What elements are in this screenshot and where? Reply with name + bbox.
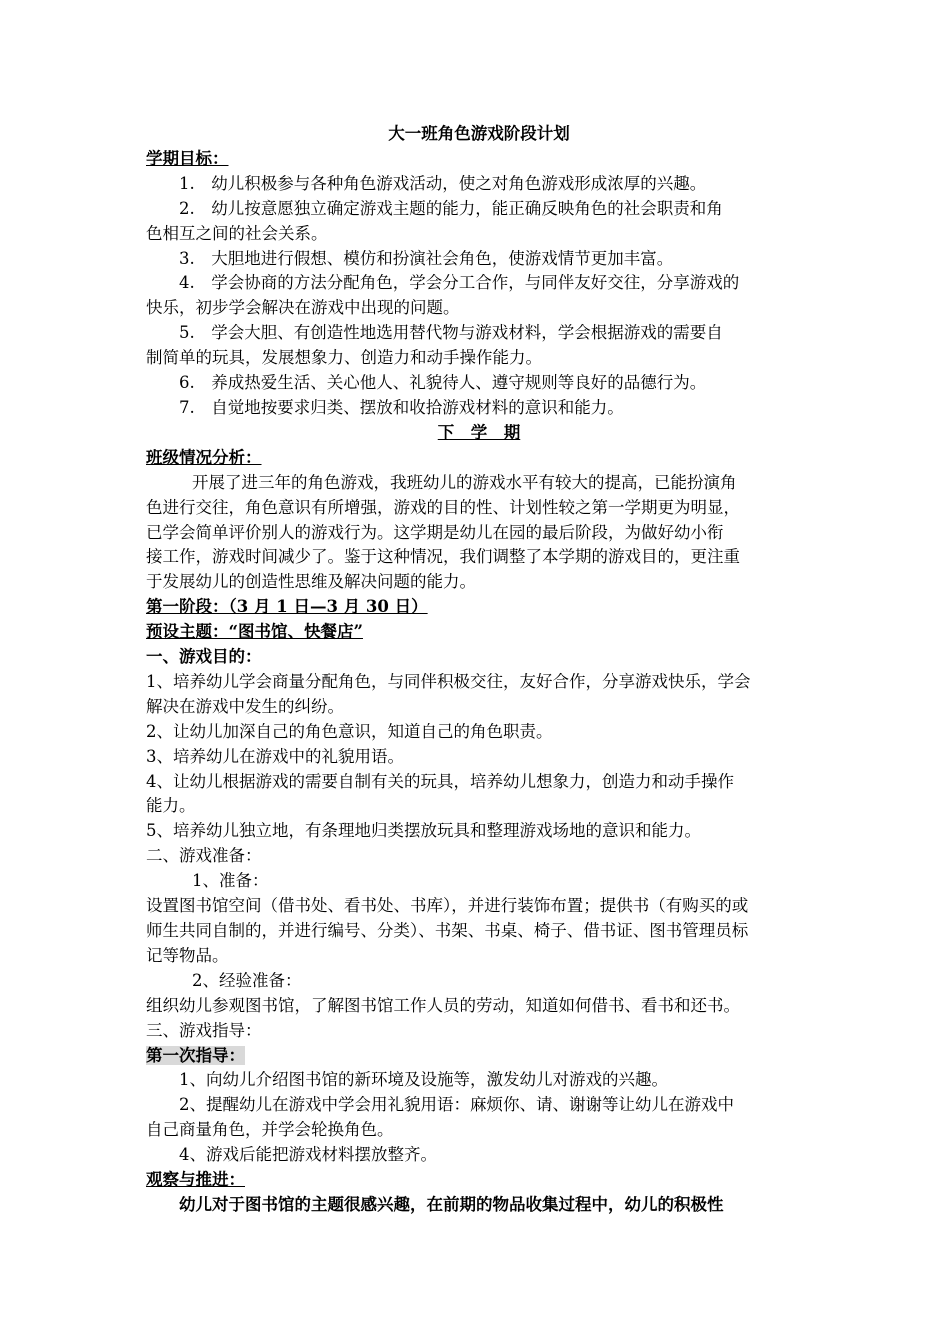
document-page <box>146 122 812 1218</box>
observe-heading: 观察与推进： <box>146 1170 245 1190</box>
class-analysis-line: 已学会简单评价别人的游戏行为。这学期是幼儿在园的最后阶段，为做好幼小衔 <box>146 522 724 542</box>
term-goal-line: 3. 大胆地进行假想、模仿和扮演社会角色，使游戏情节更加丰富。 <box>179 248 674 268</box>
observe-line: 幼儿对于图书馆的主题很感兴趣，在前期的物品收集过程中，幼儿的积极性 <box>179 1194 724 1214</box>
prep2-heading: 2、经验准备： <box>192 970 302 990</box>
stage-heading: 第一阶段：（3 月 1 日—3 月 30 日） <box>146 597 428 617</box>
first-guide-line: 1、向幼儿介绍图书馆的新环境及设施等，激发幼儿对游戏的兴趣。 <box>179 1070 668 1090</box>
class-analysis-line: 于发展幼儿的创造性思维及解决问题的能力。 <box>146 572 476 592</box>
prep-heading: 二、游戏准备： <box>146 846 262 866</box>
first-guide-line: 自己商量角色，并学会轮换角色。 <box>146 1120 394 1140</box>
class-analysis-line: 接工作，游戏时间减少了。鉴于这种情况，我们调整了本学期的游戏目的，更注重 <box>146 547 740 567</box>
prep1-line: 设置图书馆空间（借书处、看书处、书库），并进行装饰布置；提供书（有购买的或 <box>146 896 749 916</box>
prep2-line: 组织幼儿参观图书馆，了解图书馆工作人员的劳动，知道如何借书、看书和还书。 <box>146 995 740 1015</box>
prep1-line: 记等物品。 <box>146 945 229 965</box>
class-analysis-line: 色进行交往，角色意识有所增强，游戏的目的性、计划性较之第一学期更为明显， <box>146 497 740 517</box>
term-goal-line: 5. 学会大胆、有创造性地选用替代物与游戏材料，学会根据游戏的需要自 <box>179 323 723 343</box>
term-goal-line: 2. 幼儿按意愿独立确定游戏主题的能力，能正确反映角色的社会职责和角 <box>179 198 723 218</box>
term-goal-line: 4. 学会协商的方法分配角色，学会分工合作，与同伴友好交往，分享游戏的 <box>179 273 740 293</box>
first-guide-heading <box>146 1044 812 1069</box>
preset-theme-heading: 预设主题：“图书馆、快餐店” <box>146 622 363 642</box>
term-goal-line: 快乐，初步学会解决在游戏中出现的问题。 <box>146 298 460 318</box>
semester-heading: 下 学 期 <box>437 422 521 442</box>
guide-heading: 三、游戏指导： <box>146 1020 262 1040</box>
game-goal-line: 2、让幼儿加深自己的角色意识，知道自己的角色职责。 <box>146 721 553 741</box>
game-goal-line: 1、培养幼儿学会商量分配角色，与同伴积极交往，友好合作，分享游戏快乐，学会 <box>146 671 751 691</box>
first-guide-heading-text: 第一次指导： <box>146 1045 245 1065</box>
game-goal-line: 能力。 <box>146 796 196 816</box>
term-goal-line: 7. 自觉地按要求归类、摆放和收拾游戏材料的意识和能力。 <box>179 397 624 417</box>
prep1-line: 师生共同自制的，并进行编号、分类）、书架、书桌、椅子、借书证、图书管理员标 <box>146 921 749 940</box>
game-goal-line: 解决在游戏中发生的纠纷。 <box>146 696 344 716</box>
game-goal-heading: 一、游戏目的： <box>146 647 262 667</box>
class-analysis-line: 开展了进三年的角色游戏，我班幼儿的游戏水平有较大的提高，已能扮演角 <box>192 472 737 492</box>
term-goal-heading: 学期目标： <box>146 148 229 168</box>
class-analysis-heading: 班级情况分析： <box>146 447 262 467</box>
prep1-heading: 1、准备： <box>192 871 269 891</box>
game-goal-line: 3、培养幼儿在游戏中的礼貌用语。 <box>146 746 404 766</box>
term-goal-line: 色相互之间的社会关系。 <box>146 223 328 243</box>
document-title: 大一班角色游戏阶段计划 <box>388 124 570 143</box>
term-goal-line: 制简单的玩具，发展想象力、创造力和动手操作能力。 <box>146 348 542 368</box>
term-goal-line: 6. 养成热爱生活、关心他人、礼貌待人、遵守规则等良好的品德行为。 <box>179 373 707 393</box>
term-goal-line: 1. 幼儿积极参与各种角色游戏活动，使之对角色游戏形成浓厚的兴趣。 <box>179 173 707 193</box>
game-goal-line: 4、让幼儿根据游戏的需要自制有关的玩具，培养幼儿想象力，创造力和动手操作 <box>146 771 734 791</box>
game-goal-line: 5、培养幼儿独立地，有条理地归类摆放玩具和整理游戏场地的意识和能力。 <box>146 821 701 841</box>
first-guide-line: 4、游戏后能把游戏材料摆放整齐。 <box>179 1145 437 1165</box>
first-guide-line: 2、提醒幼儿在游戏中学会用礼貌用语：麻烦你、请、谢谢等让幼儿在游戏中 <box>179 1095 734 1115</box>
